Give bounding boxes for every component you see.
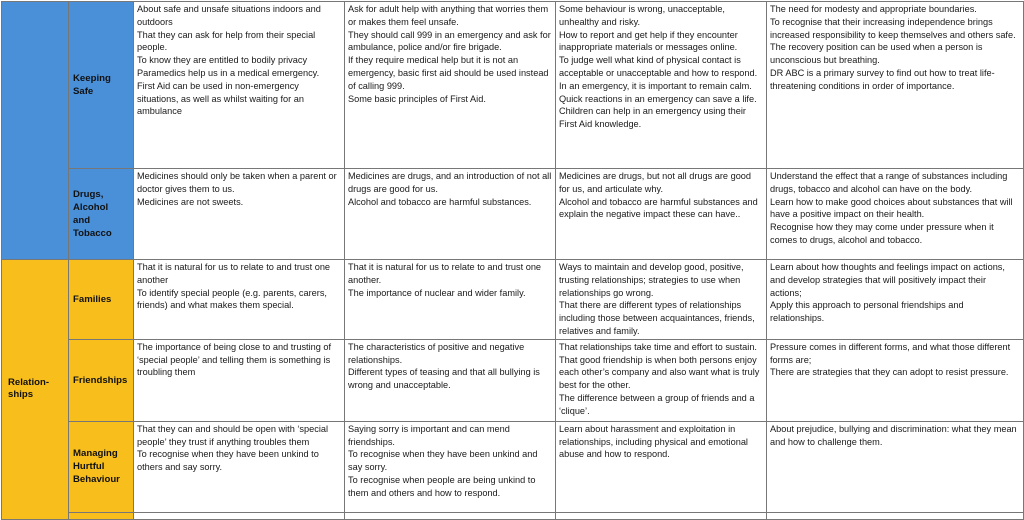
subcategory-keeping-safe	[69, 2, 134, 169]
objective-text: Understand the effect that a range of substances including drugs, tobacco and alcohol can have on the body.	[770, 171, 1008, 194]
cell-friendships-1	[134, 339, 345, 421]
cell-keeping-safe-4	[767, 2, 1024, 169]
row-drugs	[2, 169, 1024, 260]
subcategory-label-line: Safe	[73, 86, 94, 97]
objective-text: That there are different types of relationships including those between acquaintances, friends, relatives and family.	[559, 300, 755, 336]
cutoff-cell-1	[134, 512, 345, 519]
objective-text: Some behaviour is wrong, unacceptable, unhealthy and risky.	[559, 4, 725, 27]
cell-drugs-3	[556, 169, 767, 260]
objective-text: The characteristics of positive and negative relationships.	[348, 341, 525, 365]
objective-text: That good friendship is when both persons enjoy each other’s company and also want what is truly best for the other.	[559, 354, 760, 391]
objective-text: To recognise that their increasing independence brings increased responsibility to keep themselves and others safe.	[770, 16, 1016, 40]
objective-text: Medicines are drugs, but not all drugs are good for us, and articulate why.	[559, 171, 752, 194]
curriculum-table	[1, 1, 1024, 520]
cell-keeping-safe-2	[345, 2, 556, 169]
subcategory-label-line: Hurtful	[73, 461, 105, 473]
subcategory-label-line: Friendships	[73, 374, 128, 386]
objective-text: Learn about harassment and exploitation in relationships, including physical and emotional abuse and how to respond.	[559, 423, 748, 460]
cell-families-2	[345, 260, 556, 340]
cell-friendships-2	[345, 339, 556, 421]
objective-text: That it is natural for us to relate to and trust one another.	[348, 262, 542, 285]
cell-families-4	[767, 260, 1024, 340]
objective-text: DR ABC is a primary survey to find out how to treat life-threatening conditions in order of importance.	[770, 67, 995, 91]
objective-text: The difference between a group of friends and a ‘clique’.	[559, 392, 755, 416]
subcategory-friendships	[69, 339, 134, 421]
subcategory-label-line: Alcohol	[73, 202, 109, 213]
objective-text: That they can ask for help from their special people.	[137, 29, 316, 53]
objective-text: Ways to maintain and develop good, positive, trusting relationships; strategies to use when relationships go wrong.	[559, 262, 744, 298]
objective-text: About safe and unsafe situations indoors and outdoors	[137, 4, 321, 27]
cell-drugs-2	[345, 169, 556, 260]
cell-managing-3	[556, 421, 767, 512]
subcategory-drugs	[69, 169, 134, 260]
objective-text: Medicines are not sweets.	[137, 196, 244, 207]
objective-text: In an emergency, it is important to remain calm.	[559, 80, 752, 91]
objective-text: To recognise when they have been unkind and say sorry.	[348, 449, 538, 473]
objective-text: The importance of being close to and trusting of ‘special people’ and telling them is something is troubling them	[137, 341, 332, 378]
objective-text: The need for modesty and appropriate boundaries.	[770, 4, 977, 14]
subcategory-families	[69, 260, 134, 340]
category-label-line: ships	[8, 389, 34, 401]
cell-managing-4	[767, 421, 1024, 512]
objective-text: How to report and get help if they encounter inappropriate materials or messages online.	[559, 29, 738, 53]
cell-friendships-4	[767, 339, 1024, 421]
cutoff-cell-4	[767, 512, 1024, 519]
row-managing-hurtful-behaviour	[2, 421, 1024, 512]
subcategory-managing-hurtful-behaviour	[69, 421, 134, 512]
cell-families-1	[134, 260, 345, 340]
objective-text: If they require medical help but it is not an emergency, basic first aid should be used instead of calling 999.	[348, 55, 549, 91]
objective-text: Different types of teasing and that all bullying is wrong and unacceptable.	[348, 367, 540, 391]
cell-managing-2	[345, 421, 556, 512]
objective-text: To recognise when people are being unkind to them and others and how to respond.	[348, 474, 536, 498]
subcategory-label-line: Drugs,	[73, 189, 104, 200]
category-relationships	[2, 260, 69, 520]
subcategory-label-line: Behaviour	[73, 474, 120, 486]
objective-text: That it is natural for us to relate to and trust one another	[137, 262, 331, 285]
objective-text: That relationships take time and effort to sustain.	[559, 341, 757, 352]
objective-text: Quick reactions in an emergency can save a life.	[559, 93, 757, 104]
subcategory-label-line: Managing	[73, 448, 118, 460]
row-keeping-safe	[2, 2, 1024, 169]
cutoff-cell-2	[345, 512, 556, 519]
objective-text: Ask for adult help with anything that worries them or makes them feel unsafe.	[348, 4, 549, 27]
objective-text: About prejudice, bullying and discrimination: what they mean and how to challenge them.	[770, 423, 1017, 447]
objective-text: First Aid can be used in non-emergency situations, as well as whilst waiting for an ambulance	[137, 80, 304, 117]
objective-text: That they can and should be open with ‘special people’ they trust if anything troubles them	[137, 423, 329, 447]
objective-text: Learn about how thoughts and feelings impact on actions, and develop strategies that will positively impact their actions;	[770, 262, 1005, 298]
objective-text: Saying sorry is important and can mend friendships.	[348, 423, 510, 447]
objective-text: To know they are entitled to bodily privacy	[137, 55, 308, 66]
category-label-line: Relation-	[8, 376, 50, 388]
cell-drugs-4	[767, 169, 1024, 260]
cell-keeping-safe-3	[556, 2, 767, 169]
objective-text: Alcohol and tobacco are harmful substances.	[348, 196, 532, 207]
objective-text: Some basic principles of First Aid.	[348, 93, 486, 104]
cell-families-3	[556, 260, 767, 340]
objective-text: To identify special people (e.g. parents, carers, friends) and what makes them special.	[137, 287, 327, 311]
objective-text: They should call 999 in an emergency and ask for ambulance, police and/or fire brigade.	[348, 29, 551, 53]
subcategory-label-line: Keeping	[73, 73, 111, 84]
row-families	[2, 260, 1024, 340]
objective-text: Pressure comes in different forms, and what those different forms are;	[770, 341, 1011, 365]
objective-text: Medicines should only be taken when a parent or doctor gives them to us.	[137, 171, 337, 194]
objective-text: To recognise when they have been unkind to others and say sorry.	[137, 449, 319, 473]
objective-text: Alcohol and tobacco are harmful substances and explain the negative impact these can have..	[559, 196, 758, 220]
cell-keeping-safe-1	[134, 2, 345, 169]
subcategory-label-line: and	[73, 215, 91, 226]
cell-friendships-3	[556, 339, 767, 421]
objective-text: Learn how to make good choices about substances that will have a positive impact on their health.	[770, 196, 1013, 220]
objective-text: Apply this approach to personal friendships and relationships.	[770, 300, 964, 324]
objective-text: Medicines are drugs, and an introduction of not all drugs are good for us.	[348, 171, 552, 194]
cell-managing-1	[134, 421, 345, 512]
objective-text: There are strategies that they can adopt to resist pressure.	[770, 367, 1009, 378]
cutoff-cell-3	[556, 512, 767, 519]
cell-drugs-1	[134, 169, 345, 260]
category-keeping-safe-group	[2, 2, 69, 260]
subcategory-label-line: Tobacco	[73, 228, 112, 239]
objective-text: To judge well what kind of physical contact is acceptable or unacceptable and how to respond.	[559, 55, 758, 78]
subcategory-label-line: Families	[73, 293, 112, 305]
row-cutoff	[2, 512, 1024, 519]
objective-text: The importance of nuclear and wider family.	[348, 287, 526, 298]
objective-text: Children can help in an emergency using their First Aid knowledge.	[559, 106, 746, 130]
row-friendships	[2, 339, 1024, 421]
objective-text: Recognise how they may come under pressure when it comes to drugs, alcohol and tobacco.	[770, 222, 994, 245]
objective-text: The recovery position can be used when a person is unconscious but breathing.	[770, 42, 983, 66]
cutoff-sub	[69, 512, 134, 519]
objective-text: Paramedics help us in a medical emergency.	[137, 67, 320, 78]
